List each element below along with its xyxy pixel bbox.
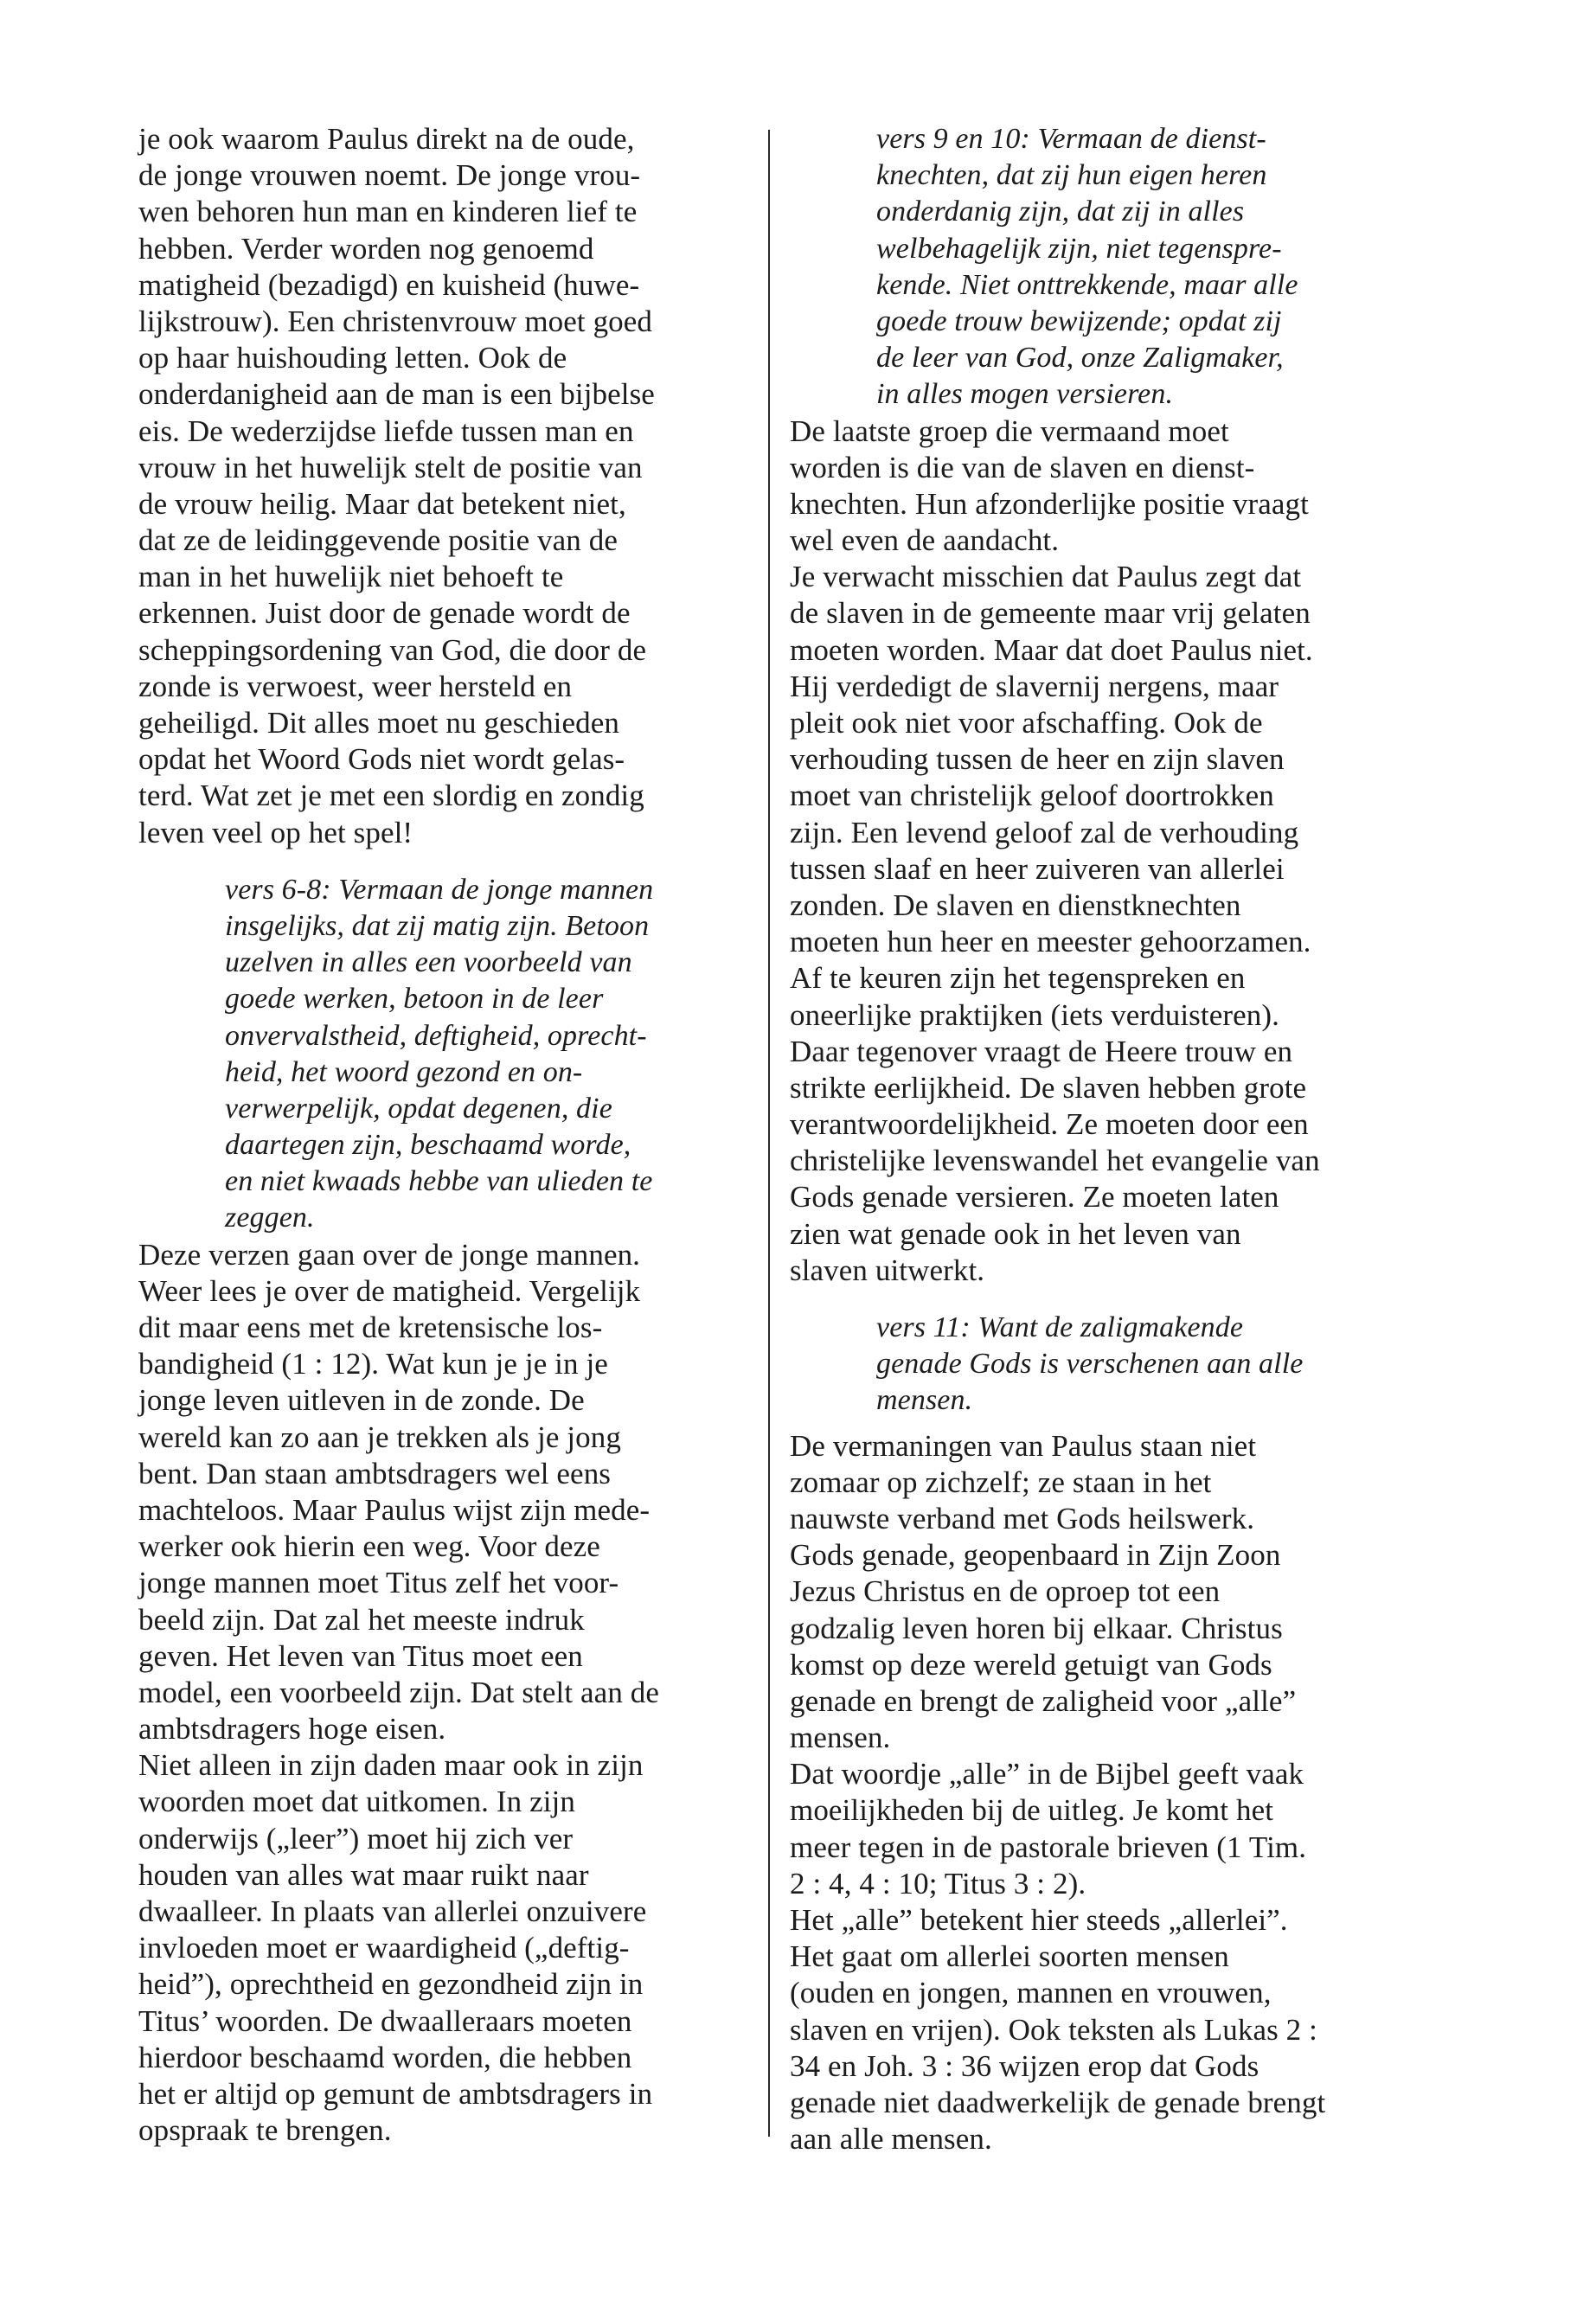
text-line: de vrouw heilig. Maar dat betekent niet,: [138, 486, 626, 521]
text-line: strikte eerlijkheid. De slaven hebben grote: [790, 1070, 1307, 1105]
text-line: christelijke levenswandel het evangelie van: [790, 1144, 1320, 1178]
text-line: slaven uitwerkt.: [790, 1253, 985, 1287]
right-paragraph-2: [790, 559, 1413, 1289]
text-line: wel even de aandacht.: [790, 523, 1060, 558]
text-line: erkennen. Juist door de genade wordt de: [138, 596, 631, 631]
text-line: dat ze de leidinggevende positie van de: [138, 523, 618, 558]
text-line: mensen.: [876, 1384, 973, 1417]
text-line: verantwoordelijkheid. Ze moeten door een: [790, 1107, 1309, 1142]
text-line: oneerlijke praktijken (iets verduisteren).: [790, 997, 1279, 1032]
text-line: moet van christelijk geloof doortrokken: [790, 779, 1274, 813]
text-line: zonden. De slaven en dienstknechten: [790, 888, 1241, 922]
text-line: vrouw in het huwelijk stelt de positie van: [138, 450, 643, 484]
text-line: hebben. Verder worden nog genoemd: [138, 231, 594, 266]
text-line: komst op deze wereld getuigt van Gods: [790, 1647, 1272, 1682]
text-line: De laatste groep die vermaand moet: [790, 413, 1229, 448]
text-line: houden van alles wat maar ruikt naar: [138, 1857, 589, 1892]
text-line: zonde is verwoest, weer hersteld en: [138, 669, 573, 703]
spacer: [138, 851, 753, 872]
text-line: nauwste verband met Gods heilswerk.: [790, 1501, 1255, 1535]
text-line: zeggen.: [225, 1202, 315, 1234]
text-line: Hij verdedigt de slavernij nergens, maar: [790, 669, 1279, 703]
text-line: beeld zijn. Dat zal het meeste indruk: [138, 1602, 585, 1637]
text-line: Af te keuren zijn het tegenspreken en: [790, 961, 1246, 996]
text-line: onderdanigheid aan de man is een bijbelse: [138, 377, 655, 412]
text-line: onderdanig zijn, dat zij in alles: [876, 195, 1245, 228]
right-paragraph-4: [790, 1756, 1413, 1902]
text-line: slaven en vrijen). Ook teksten als Lukas 2 :: [790, 2012, 1317, 2047]
text-line: verhouding tussen de heer en zijn slaven: [790, 742, 1285, 777]
text-line: de leer van God, onze Zaligmaker,: [876, 342, 1284, 375]
text-line: model, een voorbeeld zijn. Dat stelt aan de: [138, 1675, 659, 1709]
text-line: moeten hun heer en meester gehoorzamen.: [790, 925, 1311, 959]
text-line: jonge mannen moet Titus zelf het voor-: [138, 1566, 619, 1600]
text-line: daartegen zijn, beschaamd worde,: [225, 1129, 631, 1162]
text-line: genade Gods is verschenen aan alle: [876, 1348, 1304, 1381]
text-line: vers 9 en 10: Vermaan de dienst-: [876, 123, 1266, 155]
text-line: zijn. Een levend geloof zal de verhouding: [790, 815, 1299, 849]
text-line: Je verwacht misschien dat Paulus zegt dat: [790, 560, 1302, 594]
text-line: lijkstrouw). Een christenvrouw moet goed: [138, 304, 653, 338]
text-line: dwaalleer. In plaats van allerlei onzuivere: [138, 1894, 647, 1928]
quote-vers-9-10: [876, 121, 1413, 413]
text-line: knechten, dat zij hun eigen heren: [876, 159, 1267, 192]
text-line: pleit ook niet voor afschaffing. Ook de: [790, 706, 1263, 740]
text-line: mensen.: [790, 1721, 891, 1755]
text-line: Gods genade versieren. Ze moeten laten: [790, 1180, 1279, 1215]
left-paragraph-1: [138, 121, 753, 851]
text-line: dit maar eens met de kretensische los-: [138, 1311, 603, 1344]
text-line: woorden moet dat uitkomen. In zijn: [138, 1785, 575, 1819]
text-line: genade en brengt de zaligheid voor „alle”: [790, 1683, 1297, 1718]
text-line: welbehagelijk zijn, niet tegenspre-: [876, 232, 1282, 265]
text-line: Het „alle” betekent hier steeds „allerlei”.: [790, 1903, 1288, 1937]
text-line: terd. Wat zet je met een slordig en zondig: [138, 779, 644, 813]
text-line: geven. Het leven van Titus moet een: [138, 1638, 583, 1673]
text-line: jonge leven uitleven in de zonde. De: [138, 1383, 585, 1418]
left-paragraph-3: [138, 1747, 753, 2149]
quote-vers-11: [876, 1310, 1413, 1420]
text-line: het er altijd op gemunt de ambtsdragers in: [138, 2076, 653, 2111]
text-line: ambtsdragers hoge eisen.: [138, 1712, 446, 1747]
text-line: opdat het Woord Gods niet wordt gelas-: [138, 742, 625, 777]
text-line: zomaar op zichzelf; ze staan in het: [790, 1465, 1212, 1499]
text-line: op haar huishouding letten. Ook de: [138, 341, 567, 375]
text-line: 34 en Joh. 3 : 36 wijzen erop dat Gods: [790, 2048, 1259, 2083]
text-line: meer tegen in de pastorale brieven (1 Tim.: [790, 1830, 1307, 1864]
text-line: zien wat genade ook in het leven van: [790, 1216, 1241, 1251]
text-line: De vermaningen van Paulus staan niet: [790, 1428, 1257, 1463]
text-line: goede werken, betoon in de leer: [225, 983, 604, 1016]
spacer: [790, 1289, 1413, 1310]
text-line: vers 6-8: Vermaan de jonge mannen: [225, 873, 654, 906]
text-line: bandigheid (1 : 12). Wat kun je je in je: [138, 1347, 608, 1381]
text-line: onvervalstheid, deftigheid, oprecht-: [225, 1019, 647, 1052]
text-line: bent. Dan staan ambtsdragers wel eens: [138, 1456, 612, 1490]
right-paragraph-1: [790, 413, 1413, 560]
text-line: Weer lees je over de matigheid. Vergelijk: [138, 1273, 641, 1308]
text-line: knechten. Hun afzonderlijke positie vraagt: [790, 486, 1309, 521]
text-line: je ook waarom Paulus direkt na de oude,: [138, 122, 635, 156]
text-line: Titus’ woorden. De dwaalleraars moeten: [138, 2003, 632, 2038]
text-line: Het gaat om allerlei soorten mensen: [790, 1939, 1229, 1974]
text-line: Dat woordje „alle” in de Bijbel geeft vaak: [790, 1757, 1304, 1791]
text-line: en niet kwaads hebbe van ulieden te: [225, 1165, 653, 1198]
text-line: 2 : 4, 4 : 10; Titus 3 : 2).: [790, 1866, 1086, 1900]
text-line: hierdoor beschaamd worden, die hebben: [138, 2040, 632, 2074]
text-line: (ouden en jongen, mannen en vrouwen,: [790, 1976, 1272, 2010]
text-line: eis. De wederzijdse liefde tussen man en: [138, 413, 634, 448]
right-paragraph-5: [790, 1902, 1413, 2157]
text-line: Gods genade, geopenbaard in Zijn Zoon: [790, 1538, 1281, 1573]
text-line: man in het huwelijk niet behoeft te: [138, 560, 564, 594]
text-line: goede trouw bewijzende; opdat zij: [876, 304, 1282, 337]
right-paragraph-3: [790, 1428, 1413, 1757]
text-line: werker ook hierin een weg. Voor deze: [138, 1529, 600, 1564]
text-line: scheppingsordening van God, die door de: [138, 632, 647, 667]
text-line: Daar tegenover vraagt de Heere trouw en: [790, 1034, 1293, 1068]
left-column: [138, 121, 753, 2149]
text-line: invloeden moet er waardigheid („deftig-: [138, 1931, 630, 1965]
text-line: matigheid (bezadigd) en kuisheid (huwe-: [138, 267, 640, 302]
text-line: heid, het woord gezond en on-: [225, 1055, 583, 1088]
text-line: wen behoren hun man en kinderen lief te: [138, 195, 638, 229]
column-divider: [768, 130, 770, 2137]
text-line: heid”), oprechtheid en gezondheid zijn in: [138, 1967, 644, 2002]
text-line: genade niet daadwerkelijk de genade brengt: [790, 2085, 1326, 2119]
text-line: verwerpelijk, opdat degenen, die: [225, 1092, 612, 1125]
text-line: Deze verzen gaan over de jonge mannen.: [138, 1237, 641, 1272]
text-line: machteloos. Maar Paulus wijst zijn mede-: [138, 1492, 651, 1527]
text-line: geheiligd. Dit alles moet nu geschieden: [138, 706, 619, 740]
text-line: opspraak te brengen.: [138, 2113, 392, 2148]
text-line: uzelven in alles een voorbeeld van: [225, 946, 632, 979]
text-line: aan alle mensen.: [790, 2122, 992, 2157]
left-paragraph-2: [138, 1237, 753, 1748]
text-line: godzalig leven horen bij elkaar. Christus: [790, 1611, 1283, 1645]
text-line: Niet alleen in zijn daden maar ook in zijn: [138, 1748, 644, 1783]
quote-vers-6-8: [225, 872, 753, 1237]
text-line: leven veel op het spel!: [138, 815, 413, 849]
text-line: wereld kan zo aan je trekken als je jong: [138, 1420, 621, 1454]
text-line: kende. Niet onttrekkende, maar alle: [876, 268, 1298, 301]
text-line: de slaven in de gemeente maar vrij gelaten: [790, 596, 1311, 631]
text-line: insgelijks, dat zij matig zijn. Betoon: [225, 909, 650, 942]
text-line: de jonge vrouwen noemt. De jonge vrou-: [138, 158, 641, 193]
right-column: [790, 121, 1413, 2157]
text-line: moeten worden. Maar dat doet Paulus niet.: [790, 632, 1313, 667]
spacer: [790, 1420, 1413, 1428]
text-line: worden is die van de slaven en dienst-: [790, 450, 1255, 484]
text-line: vers 11: Want de zaligmakende: [876, 1311, 1244, 1343]
text-line: Jezus Christus en de oproep tot een: [790, 1574, 1221, 1609]
text-line: tussen slaaf en heer zuiveren van allerlei: [790, 851, 1285, 886]
text-line: onderwijs („leer”) moet hij zich ver: [138, 1821, 574, 1856]
text-line: in alles mogen versieren.: [876, 378, 1174, 411]
text-line: moeilijkheden bij de uitleg. Je komt het: [790, 1793, 1274, 1828]
